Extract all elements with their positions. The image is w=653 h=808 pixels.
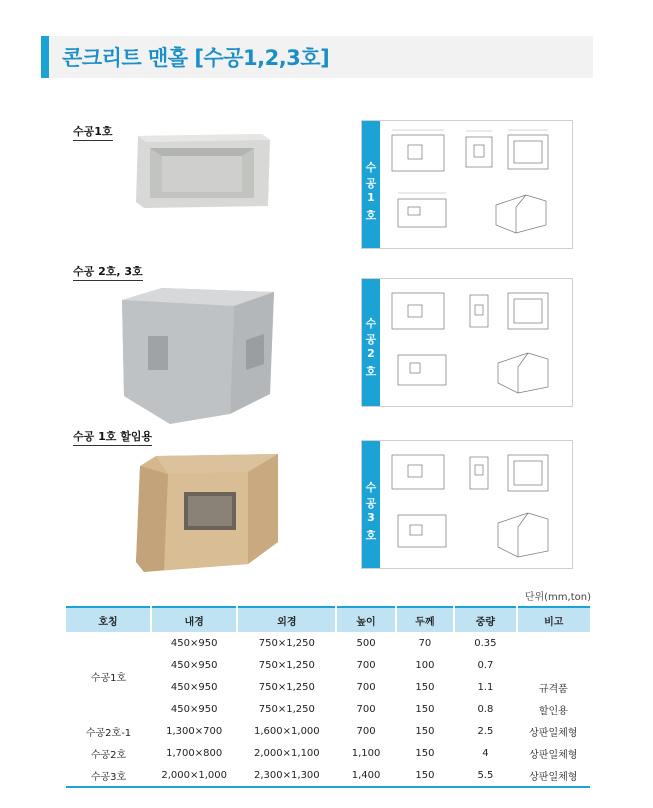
table-row: 수공3호 2,000×1,000 2,300×1,300 1,400 150 5.5 상판일체형 [66,764,590,787]
header-inner: 내경 [151,607,237,632]
table-header-row [66,607,590,632]
header-name: 호칭 [66,607,151,632]
drawing-panel-3 [361,440,573,569]
manhole-photo-1 [130,130,272,212]
drawing-sheet-1 [386,125,568,243]
spec-table [66,606,590,788]
table-row: 450×950 750×1,250 700 150 1.1 규격품 [170,681,568,695]
caption-sugong23: 수공 2호, 3호 [73,263,143,281]
drawing-tab-3: 수 공 3 호 [362,441,380,568]
table-row: 450×950 750×1,250 700 150 0.8 할인용 [170,703,568,717]
header-outer: 외경 [237,607,336,632]
drawing-tab-2: 수 공 2 호 [362,279,380,406]
drawing-tab-1: 수 공 1 호 [362,121,380,248]
caption-sugong1: 수공1호 [73,123,113,141]
drawing-panel-1 [361,120,573,249]
drawing-panel-2 [361,278,573,407]
header-height: 높이 [336,607,395,632]
header-thickness: 두께 [396,607,455,632]
cell-group-name: 수공1호 [90,672,127,684]
unit-label: 단위(mm,ton) [524,592,591,603]
manhole-photo-2 [118,284,278,426]
manhole-photo-3 [128,452,280,578]
table-row: 450×950 750×1,250 700 100 0.7 [170,659,494,671]
header-note: 비고 [517,607,590,632]
caption-sugong1-discount: 수공 1호 할임용 [73,428,152,446]
table-row: 수공2호-1 1,300×700 1,600×1,000 700 150 2.5 상판일체형 [85,725,578,739]
header-weight: 중량 [454,607,516,632]
title-accent [41,36,49,78]
table-row: 수공2호 1,700×800 2,000×1,100 1,100 150 4 상판일체형 [90,747,578,761]
page-title: 콘크리트 맨홀 [수공1,2,3호] [62,46,330,70]
drawing-sheet-3 [386,445,568,563]
table-row: 수공1호 450×950 750×1,250 500 70 0.35 [66,632,590,654]
drawing-sheet-2 [386,283,568,401]
